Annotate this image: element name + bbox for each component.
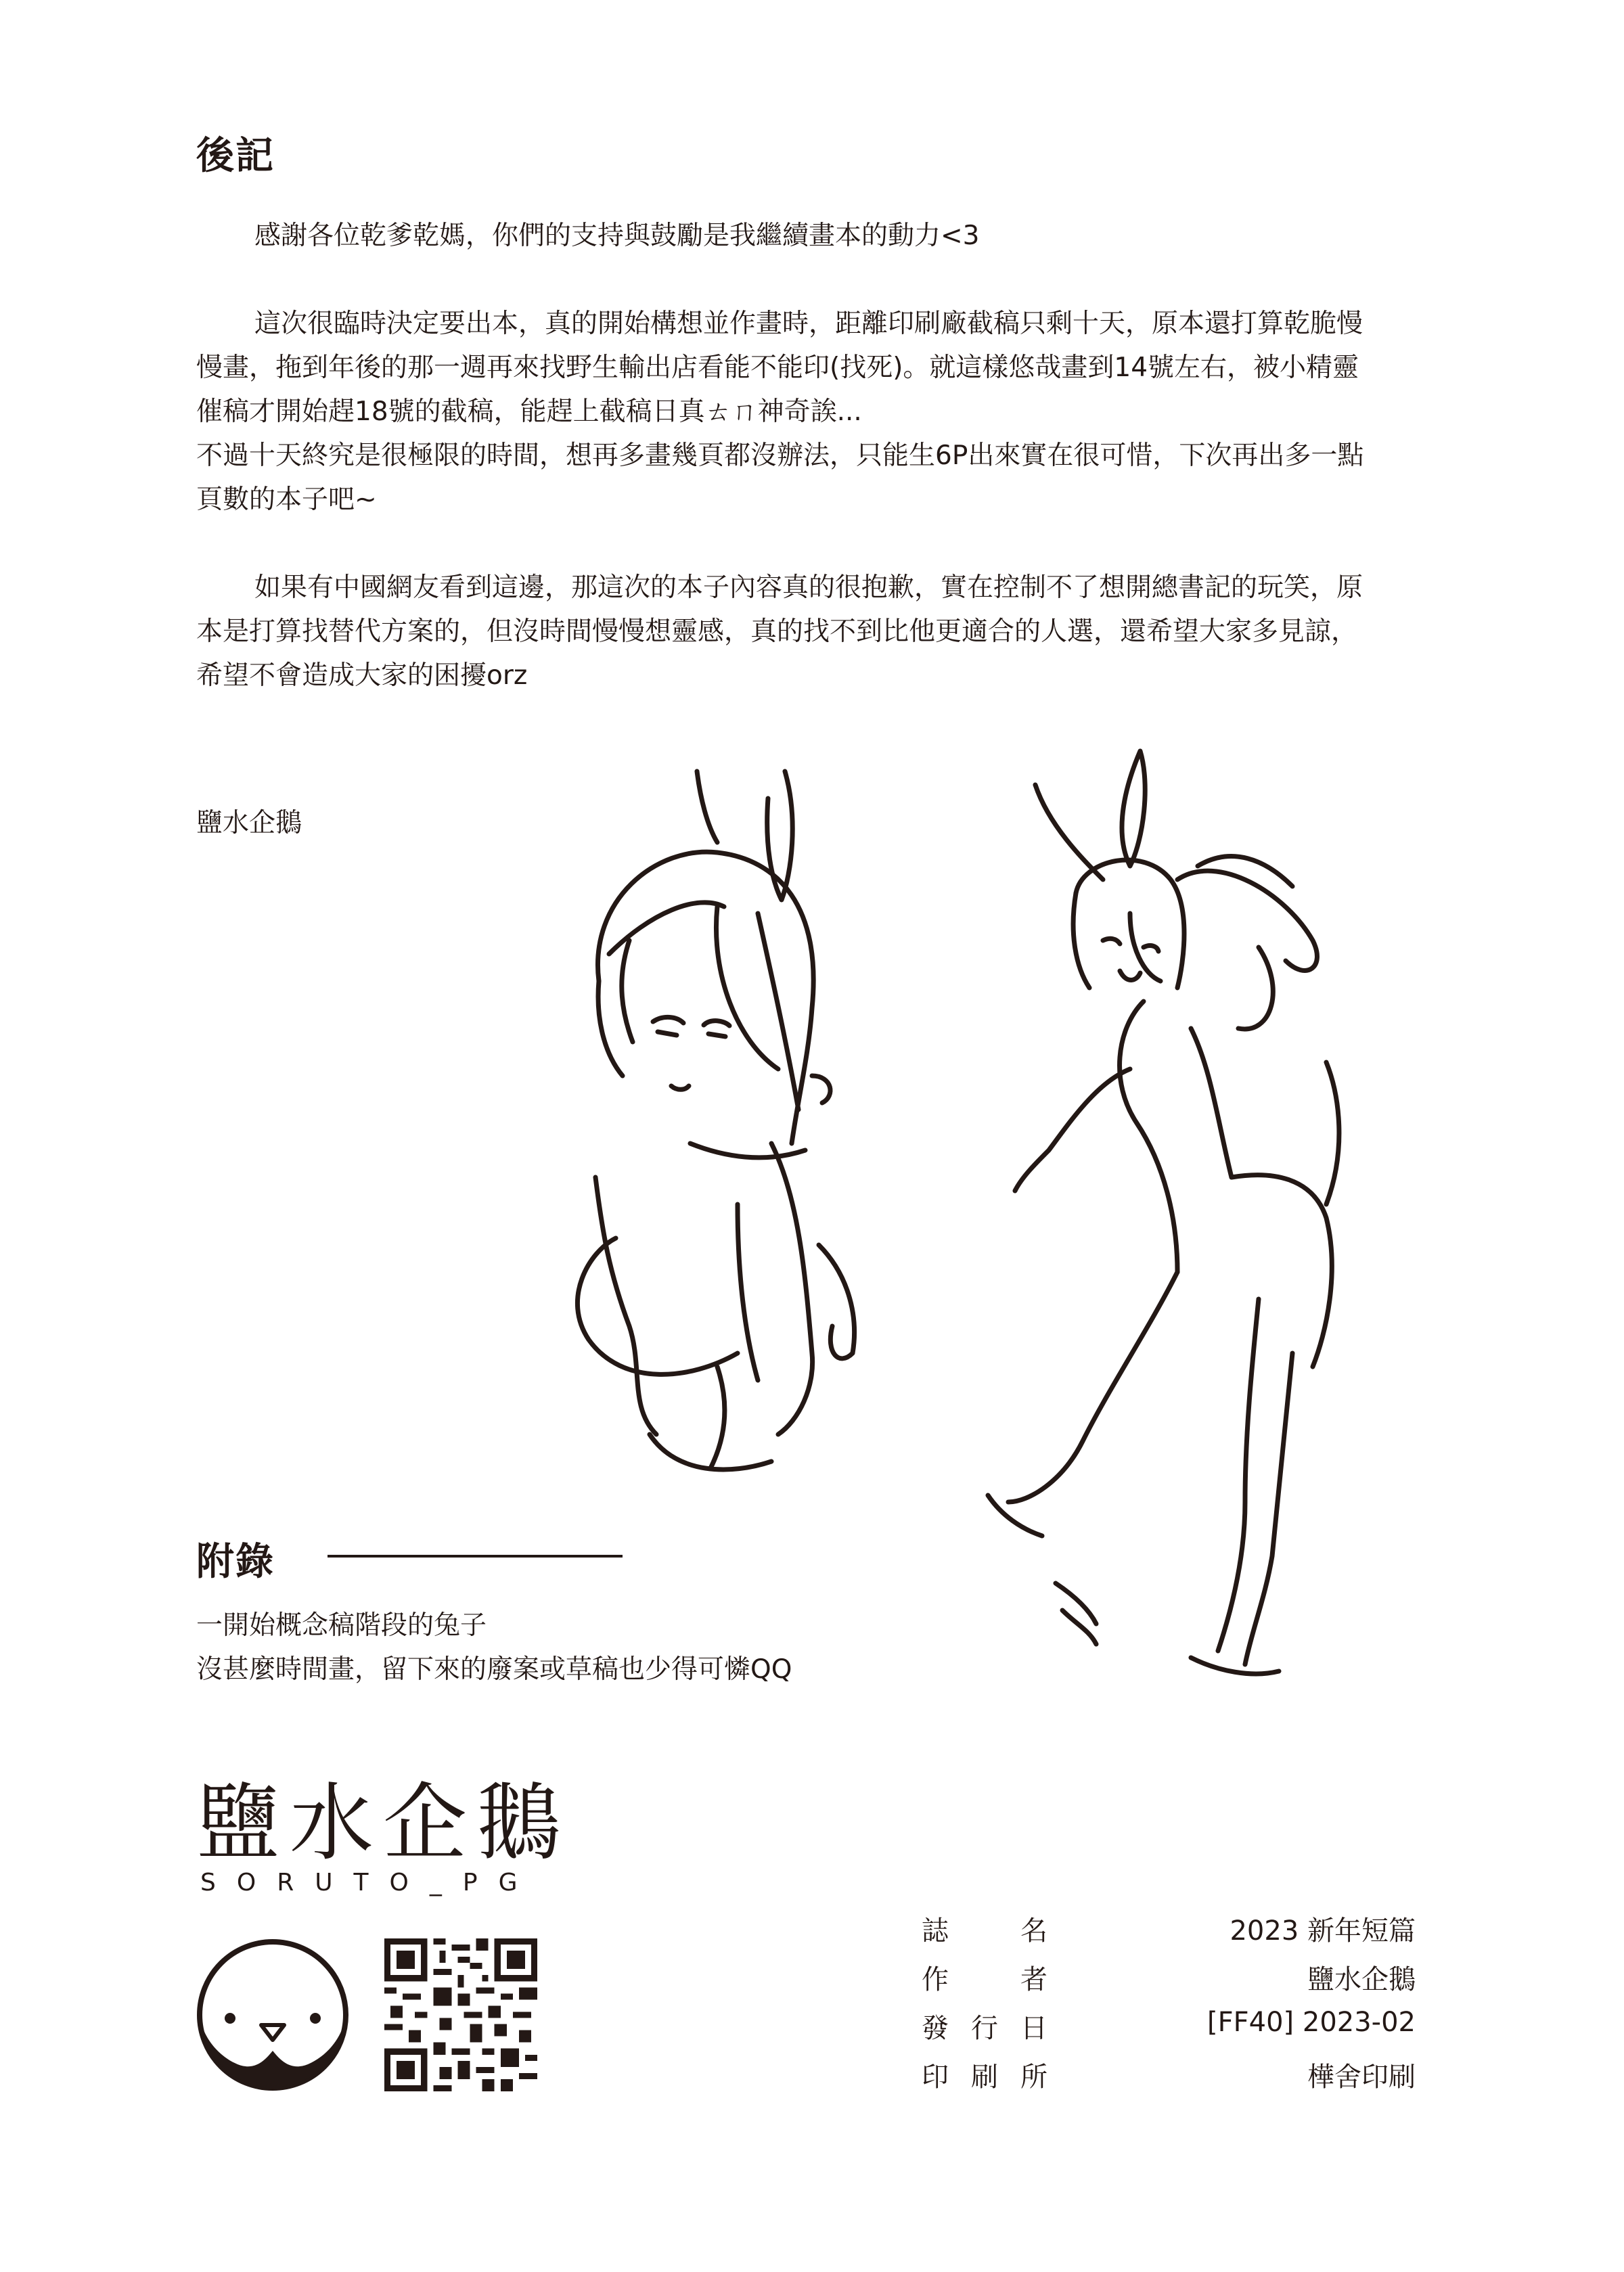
appendix-body: [196, 1604, 792, 1691]
colophon-row: [922, 1958, 1416, 1999]
colophon-label: [922, 1909, 1047, 1948]
colophon-label-char: 誌: [922, 1915, 949, 1947]
afterword-body: [196, 214, 1367, 698]
colophon-value: 鹽水企鵝: [1307, 1964, 1416, 1995]
appendix-line: 沒甚麼時間畫，留下來的廢案或草稿也少得可憐QQ: [196, 1654, 792, 1685]
colophon-label: [922, 1958, 1047, 1997]
colophon-row: [922, 2055, 1416, 2096]
bunny-girl-bust-sketch: [514, 758, 893, 1516]
colophon-label-char: 日: [1020, 2013, 1047, 2044]
appendix-line: 一開始概念稿階段的兔子: [196, 1610, 487, 1641]
colophon-label: [922, 2007, 1047, 2045]
brand-romanized: SORUTO_PG: [200, 1869, 539, 1896]
afterword-paragraph: 這次很臨時決定要出本，真的開始構想並作畫時，距離印刷廠截稿只剩十天，原本還打算乾脆慢慢畫，拖到年後的那一週再來找野生輸出店看能不能印(找死)。就這樣悠哉畫到14號左右，被小精靈催稿才開始趕18號的截稿，能趕上截稿日真ㄊㄇ神奇誒...: [196, 309, 1363, 427]
colophon-value: [FF40] 2023-02: [1207, 2007, 1416, 2038]
appendix-divider: [328, 1555, 623, 1558]
colophon-row: [922, 1909, 1416, 1950]
colophon-label-char: 名: [1020, 1915, 1047, 1947]
colophon-label-char: 者: [1020, 1964, 1047, 1995]
colophon-label: [922, 2055, 1047, 2094]
afterword-paragraph: 不過十天終究是很極限的時間，想再多畫幾頁都沒辦法，只能生6P出來實在很可惜，下次再出多一點頁數的本子吧~: [196, 440, 1364, 515]
colophon-label-char: 刷: [971, 2062, 998, 2093]
colophon-label-char: 發: [922, 2013, 949, 2044]
colophon-label-char: 印: [922, 2062, 949, 2093]
afterword-signature: 鹽水企鵝: [196, 808, 302, 838]
colophon-label-char: 作: [922, 1964, 949, 1995]
brand-name: 鹽水企鵝: [196, 1775, 570, 1872]
colophon: [922, 1909, 1416, 2112]
colophon-value: 樺舍印刷: [1307, 2062, 1416, 2093]
colophon-label-char: 行: [971, 2013, 998, 2044]
qr-code-icon: [384, 1938, 537, 2091]
afterword-paragraph: 感謝各位乾爹乾媽，你們的支持與鼓勵是我繼續畫本的動力<3: [254, 221, 980, 251]
colophon-label-char: 所: [1020, 2062, 1047, 2093]
colophon-value: 2023 新年短篇: [1230, 1915, 1416, 1947]
bunny-girl-full-body-sketch: [974, 744, 1407, 1719]
colophon-row: [922, 2007, 1416, 2047]
afterword-title: 後記: [196, 134, 275, 178]
afterword-paragraph: 如果有中國網友看到這邊，那這次的本子內容真的很抱歉，實在控制不了想開總書記的玩笑，原本是打算找替代方案的，但沒時間慢慢想靈感，真的找不到比他更適合的人選，還希望大家多見諒，希望不會造成大家的困擾orz: [196, 572, 1363, 691]
penguin-logo-icon: [196, 1938, 349, 2091]
appendix-title: 附錄: [196, 1540, 275, 1584]
